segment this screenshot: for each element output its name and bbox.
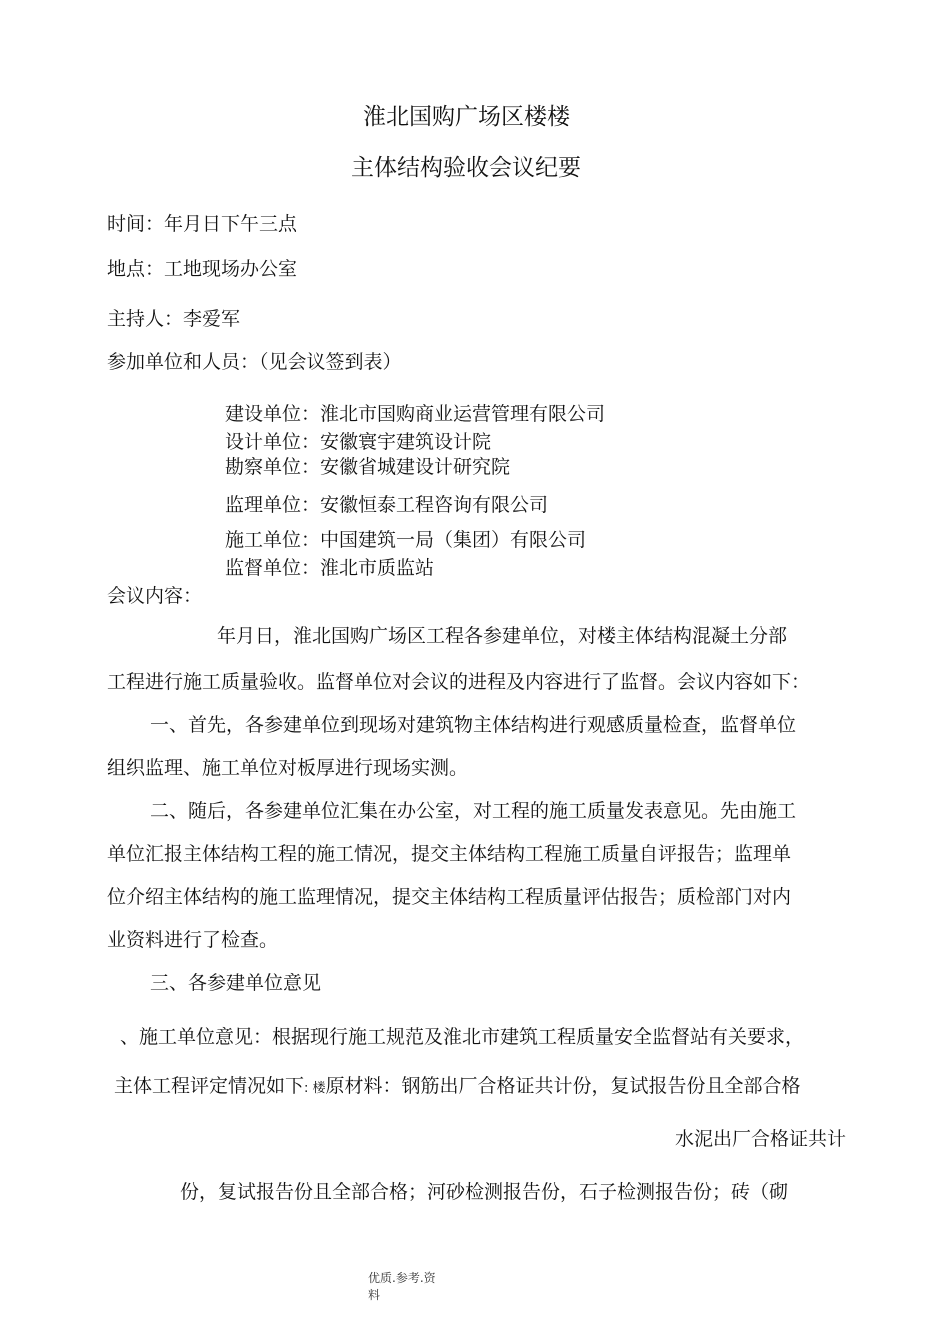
paragraph-line: 位介绍主体结构的施工监理情况，提交主体结构工程质量评估报告；质检部门对内 [107, 886, 792, 908]
unit-supervision: 监理单位：安徽恒泰工程咨询有限公司 [225, 494, 549, 516]
meeting-time: 时间：年月日下午三点 [107, 213, 298, 235]
unit-quality-station: 监督单位：淮北市质监站 [225, 557, 435, 579]
section-heading: 三、各参建单位意见 [150, 972, 322, 994]
paragraph-line: 、施工单位意见：根据现行施工规范及淮北市建筑工程质量安全监督站有关要求， [120, 1026, 805, 1048]
line-small-text: : 楼 [304, 1081, 326, 1096]
footer-watermark-line2: 料 [368, 1288, 381, 1302]
document-title-line2: 主体结构验收会议纪要 [351, 155, 581, 181]
paragraph-line: 份，复试报告份且全部合格；河砂检测报告份，石子检测报告份；砖（砌 [180, 1181, 789, 1203]
paragraph-line: 一、首先，各参建单位到现场对建筑物主体结构进行观感质量检查，监督单位 [150, 714, 797, 736]
meeting-host: 主持人：李爱军 [107, 308, 241, 330]
unit-design: 设计单位：安徽寰宇建筑设计院 [225, 431, 492, 453]
document-title-line1: 淮北国购广场区楼楼 [363, 104, 570, 130]
footer-watermark-line1: 优质.参考.资 [368, 1271, 436, 1285]
unit-contractor: 施工单位：中国建筑一局（集团）有限公司 [225, 529, 587, 551]
paragraph-line: 水泥出厂合格证共计 [674, 1128, 846, 1150]
paragraph-line: 业资料进行了检查。 [107, 929, 279, 951]
paragraph-line: 年月日，淮北国购广场区工程各参建单位，对楼主体结构混凝土分部 [217, 625, 788, 647]
paragraph-line: 组织监理、施工单位对板厚进行现场实测。 [107, 757, 469, 779]
content-label: 会议内容： [107, 585, 203, 607]
line-prefix: 主体工程评定情况如下 [114, 1075, 305, 1097]
line-suffix: 原材料：钢筋出厂合格证共计份，复试报告份且全部合格 [325, 1075, 801, 1097]
meeting-place: 地点：工地现场办公室 [107, 258, 298, 280]
paragraph-line: 单位汇报主体结构工程的施工情况，提交主体结构工程施工质量自评报告；监理单 [107, 843, 792, 865]
paragraph-line: 二、随后，各参建单位汇集在办公室，对工程的施工质量发表意见。先由施工 [150, 800, 797, 822]
participants-label: 参加单位和人员：（见会议签到表） [107, 351, 402, 373]
paragraph-line [114, 1074, 801, 1101]
paragraph-line: 工程进行施工质量验收。监督单位对会议的进程及内容进行了监督。会议内容如下： [107, 671, 811, 693]
unit-survey: 勘察单位：安徽省城建设计研究院 [225, 456, 511, 478]
unit-construction: 建设单位：淮北市国购商业运营管理有限公司 [225, 403, 606, 425]
